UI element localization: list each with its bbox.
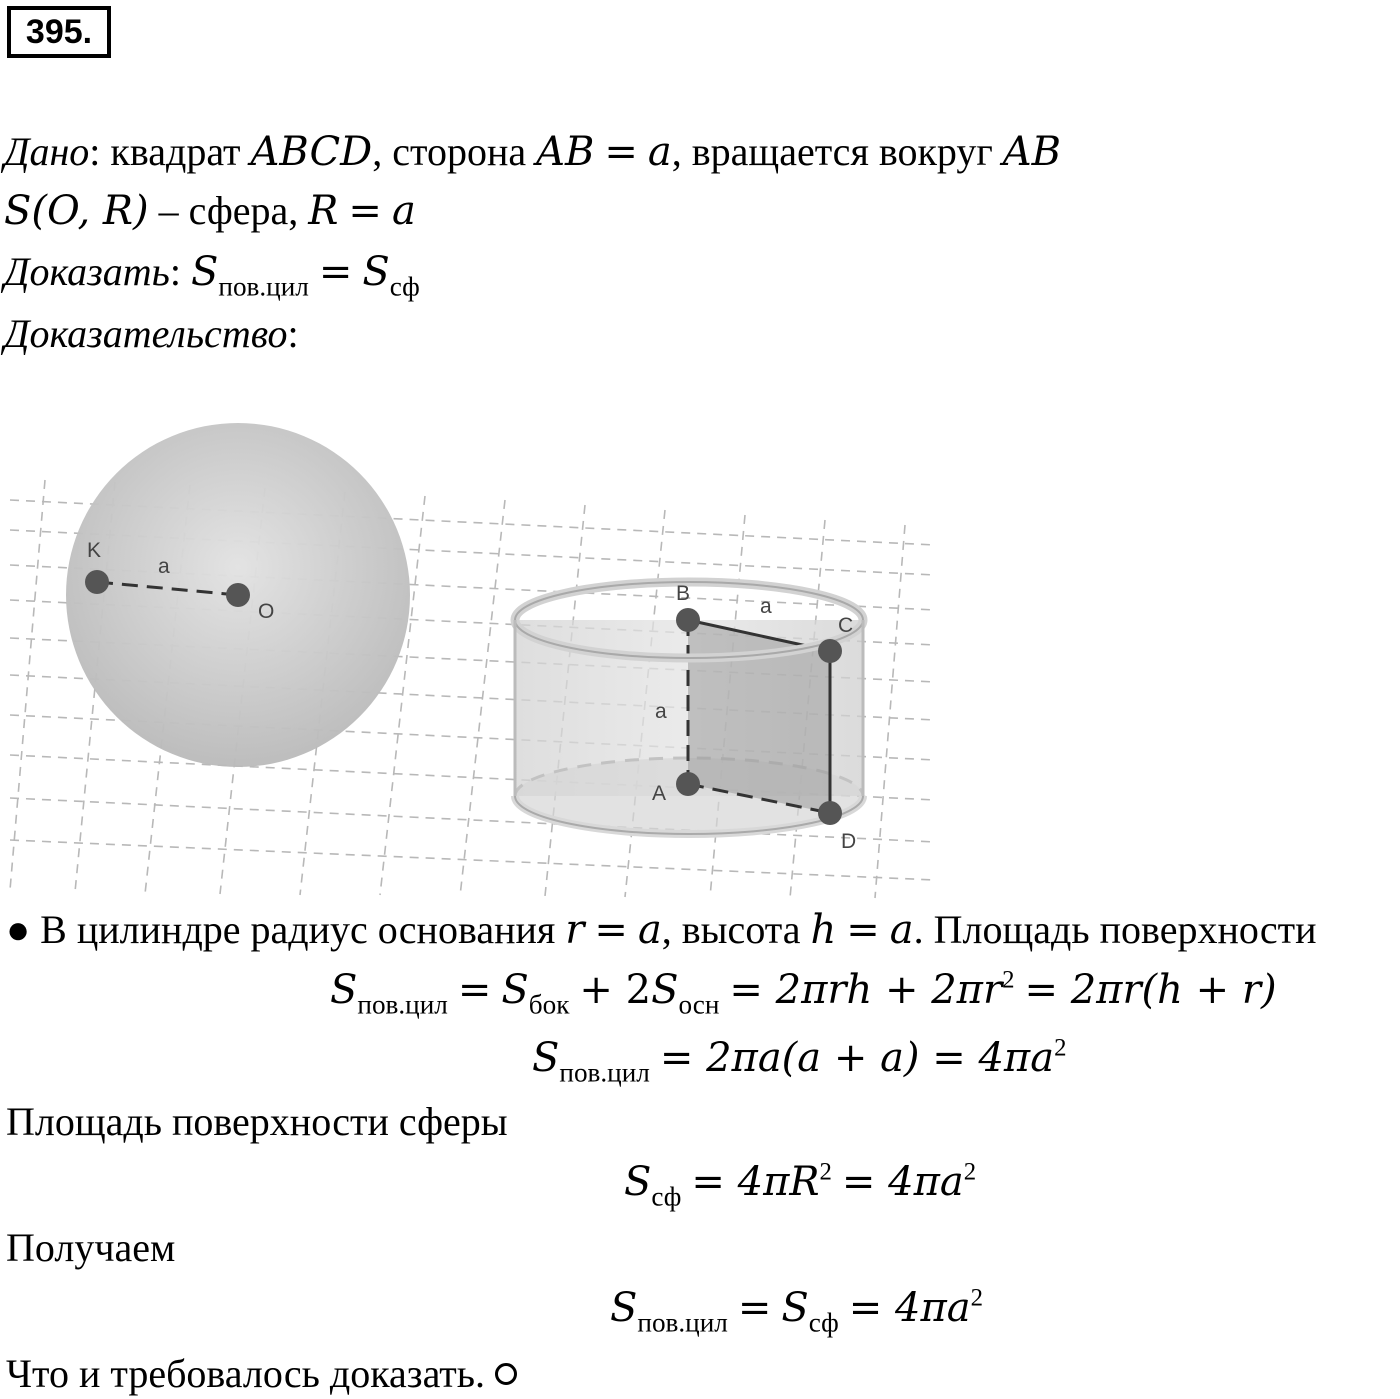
point-b bbox=[676, 608, 700, 632]
label-a-sphere: a bbox=[158, 555, 170, 578]
formula-rest-2: = 2πr(h + r) bbox=[1024, 967, 1277, 1013]
proof-line: Доказательство: bbox=[4, 311, 299, 356]
cyl-text-2: , высота bbox=[661, 907, 801, 952]
radius-value: a bbox=[391, 188, 416, 234]
square-name: ABCD bbox=[250, 129, 373, 175]
given-text-3: , вращается вокруг bbox=[671, 129, 993, 174]
formula-rest-1: = 2πrh + 2πr bbox=[729, 967, 1003, 1013]
label-a-side: a bbox=[655, 700, 667, 723]
r-symbol: r bbox=[565, 907, 585, 953]
formula-rest: = 2πa(a + a) = 4πa bbox=[659, 1035, 1055, 1081]
cyl-text-3: . Площадь поверхности bbox=[913, 907, 1317, 952]
get-text: Получаем bbox=[6, 1225, 176, 1270]
bullet: ● bbox=[6, 907, 31, 952]
sub-cyl: пов.цил bbox=[357, 989, 448, 1020]
equals-sign: = bbox=[457, 967, 492, 1013]
given-label: Дано bbox=[4, 129, 90, 174]
equals-sign: = bbox=[318, 249, 353, 295]
prove-line: Доказать: $S_{пов.цил} = S_{сф}$ bbox=[4, 249, 420, 302]
label-b: B bbox=[676, 582, 691, 605]
sub-sph: сф bbox=[651, 1181, 682, 1212]
sph-subscript: сф bbox=[389, 271, 420, 302]
qed-circle-icon bbox=[495, 1363, 517, 1385]
label-a: A bbox=[652, 782, 667, 805]
exp: 2 bbox=[970, 1284, 984, 1312]
point-c bbox=[818, 639, 842, 663]
formula-rest-2: = 4πa bbox=[841, 1159, 964, 1205]
radius-name: R bbox=[308, 188, 339, 234]
sub-sph: сф bbox=[808, 1307, 839, 1338]
equals-sign: = bbox=[594, 907, 628, 953]
sub-cyl: пов.цил bbox=[637, 1307, 728, 1338]
formula-cylinder-area: $S_{пов.цил} = S_{бок} + 2S_{осн} = 2\pi rh + 2\pi r^2 = 2\pi r(h + r)$ bbox=[330, 966, 1277, 1020]
label-c: C bbox=[838, 614, 854, 637]
exp: 2 bbox=[963, 1158, 977, 1186]
h-symbol: h bbox=[810, 907, 837, 953]
sphere-symbol: S bbox=[4, 188, 32, 234]
plus-two: + 2 bbox=[579, 967, 652, 1013]
a-symbol: a bbox=[637, 907, 662, 953]
sphere-text: – сфера, bbox=[158, 188, 299, 233]
prove-label: Доказать bbox=[4, 249, 170, 294]
label-a-top: a bbox=[760, 595, 772, 618]
formula-rest: = 4πa bbox=[848, 1285, 971, 1331]
formula-rest-1: = 4πR bbox=[691, 1159, 820, 1205]
equals-sign: = bbox=[348, 188, 382, 234]
label-d: D bbox=[841, 830, 857, 853]
s-symbol: S bbox=[190, 249, 219, 295]
side-value: a bbox=[647, 129, 672, 175]
equals-sign: = bbox=[737, 1285, 772, 1331]
equals-sign: = bbox=[846, 907, 880, 953]
exp: 2 bbox=[1002, 966, 1015, 994]
given-text-1: квадрат bbox=[110, 129, 241, 174]
point-o bbox=[226, 583, 250, 607]
sub-lateral: бок bbox=[528, 989, 570, 1020]
sub-cyl: пов.цил bbox=[559, 1057, 650, 1088]
exp: 2 bbox=[819, 1158, 832, 1186]
formula-sphere-area: $S_{сф} = 4\pi R^2 = 4\pi a^2$ bbox=[624, 1158, 977, 1212]
label-k: K bbox=[87, 539, 102, 562]
formula-result: $S_{пов.цил} = S_{сф} = 4\pi a^2$ bbox=[610, 1284, 984, 1338]
point-d bbox=[818, 801, 842, 825]
given-text-2: , сторона bbox=[372, 129, 527, 174]
sphere-area-text: Площадь поверхности сферы bbox=[6, 1099, 508, 1144]
formula-cylinder-value: $S_{пов.цил} = 2\pi a(a + a) = 4\pi a^2$ bbox=[532, 1034, 1067, 1088]
sub-base: осн bbox=[678, 989, 720, 1020]
problem-number: 395. bbox=[7, 6, 111, 58]
given-line-2 bbox=[4, 187, 416, 235]
cylinder-sentence bbox=[6, 906, 1317, 954]
qed-text: Что и требовалось доказать. bbox=[6, 1351, 486, 1396]
side-name: AB bbox=[536, 129, 595, 175]
s-symbol: S bbox=[362, 249, 390, 295]
proof-label: Доказательство bbox=[4, 311, 288, 356]
cyl-subscript: пов.цил bbox=[218, 271, 309, 302]
point-k bbox=[85, 570, 109, 594]
qed-line bbox=[6, 1350, 517, 1398]
given-line-1: Дано: квадрат ABCD, сторона AB = a, вращается вокруг AB bbox=[4, 129, 1062, 175]
equals-sign: = bbox=[604, 129, 638, 175]
sphere-cylinder-figure bbox=[0, 410, 940, 900]
sphere-args: (O, R) bbox=[31, 188, 149, 234]
point-a bbox=[676, 772, 700, 796]
a-symbol: a bbox=[889, 907, 914, 953]
exp: 2 bbox=[1054, 1034, 1067, 1062]
axis-name: AB bbox=[1002, 129, 1062, 175]
label-o: O bbox=[258, 600, 275, 623]
cyl-text-1: В цилиндре радиус основания bbox=[40, 907, 556, 952]
